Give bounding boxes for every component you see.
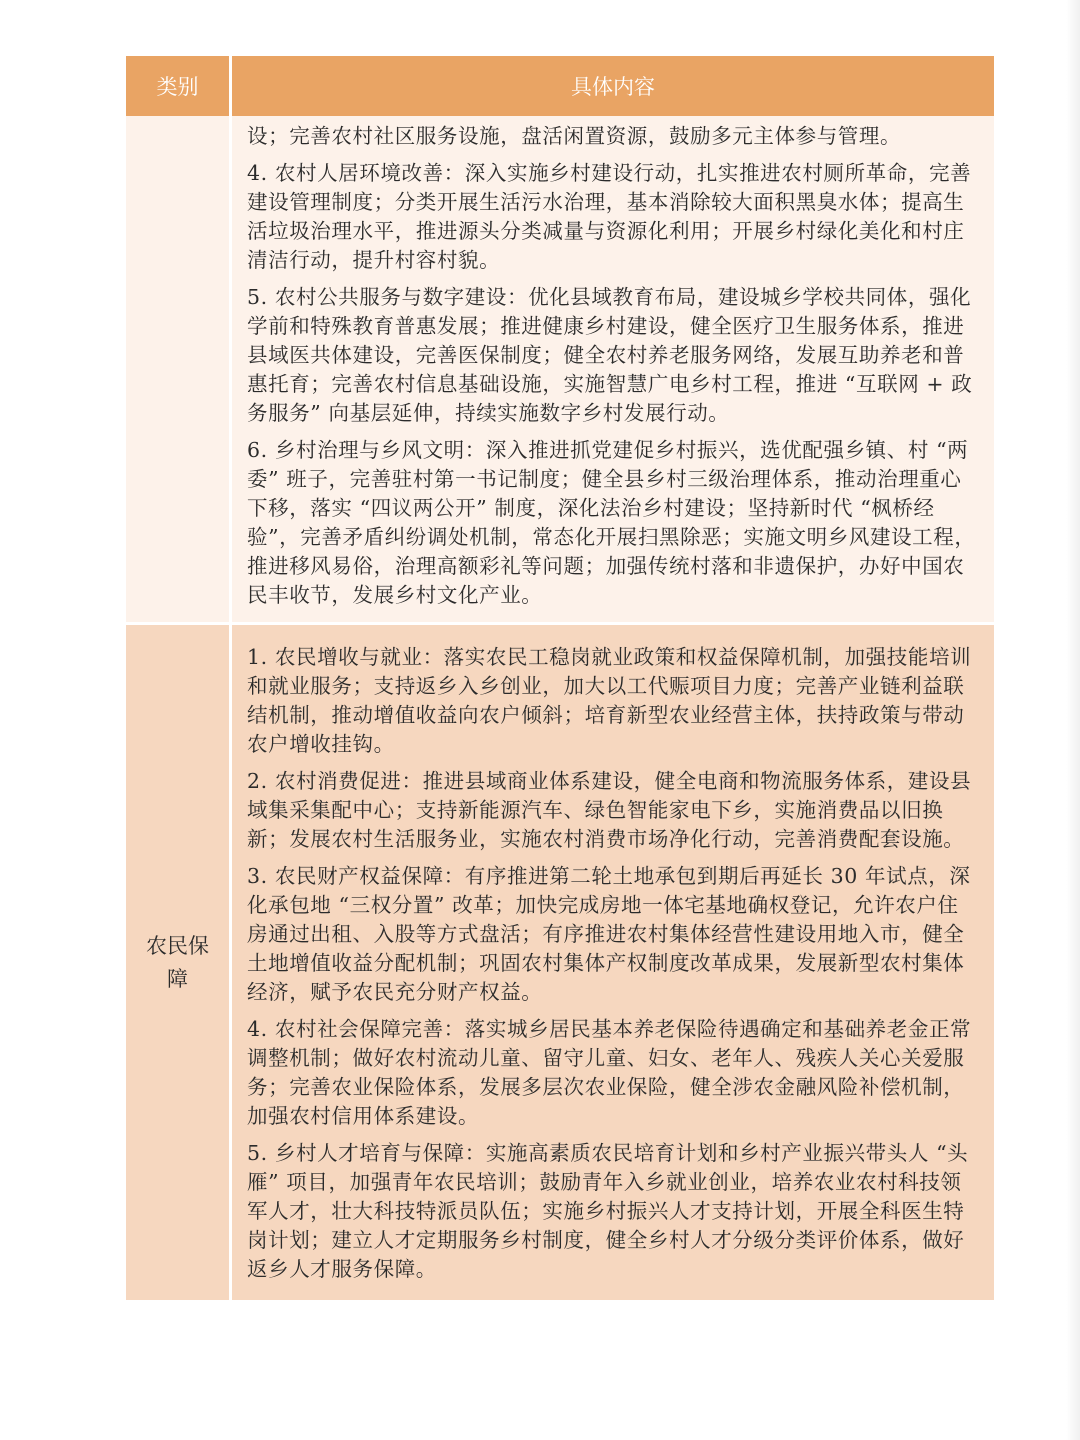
content-paragraph: 设；完善农村社区服务设施，盘活闲置资源，鼓励多元主体参与管理。 xyxy=(247,124,902,148)
table-row xyxy=(126,625,994,1300)
content-paragraph: 3. 农民财产权益保障：有序推进第二轮土地承包到期后再延长 30 年试点，深化承包地 “三权分置” 改革；加快完成房地一体宅基地确权登记，允许农户住房通过出租、入股等方式盘活；有序推进农村集体经营性建设用地入市，健全土地增值收益分配机制；巩固农村集体产权制度改革成果，发展新型农村集体经济，赋予农民充分财产权益。 xyxy=(247,864,971,1004)
content-paragraph: 4. 农村社会保障完善：落实城乡居民基本养老保险待遇确定和基础养老金正常调整机制；做好农村流动儿童、留守儿童、妇女、老年人、残疾人关心关爱服务；完善农业保险体系，发展多层次农业保险，健全涉农金融风险补偿机制，加强农村信用体系建设。 xyxy=(247,1017,972,1128)
row-category xyxy=(126,116,229,622)
content-paragraph: 6. 乡村治理与乡风文明：深入推进抓党建促乡村振兴，选优配强乡镇、村 “两委” 班子，完善驻村第一书记制度；健全县乡村三级治理体系，推动治理重心下移，落实 “四议两公开” 制度，深化法治乡村建设；坚持新时代 “枫桥经验”，完善矛盾纠纷调处机制，常态化开展扫黑除恶；实施文明乡风建设工程，推进移风易俗，治理高额彩礼等问题；加强传统村落和非遗保护，办好中国农民丰收节，发展乡村文化产业。 xyxy=(247,438,976,607)
row-content xyxy=(232,116,994,622)
content-paragraph: 5. 乡村人才培育与保障：实施高素质农民培育计划和乡村产业振兴带头人 “头雁” 项目，加强青年农民培训；鼓励青年入乡就业创业，培养农业农村科技领军人才，壮大科技特派员队伍；实施乡村振兴人才支持计划，开展全科医生特岗计划；建立人才定期服务乡村制度，健全乡村人才分级分类评价体系，做好返乡人才服务保障。 xyxy=(247,1141,969,1281)
header-content: 具体内容 xyxy=(571,75,655,99)
table-row xyxy=(126,116,994,622)
header-category: 类别 xyxy=(156,75,199,99)
content-paragraph: 5. 农村公共服务与数字建设：优化县域教育布局，建设城乡学校共同体，强化学前和特殊教育普惠发展；推进健康乡村建设，健全医疗卫生服务体系，推进县域医共体建设，完善医保制度；健全农村养老服务网络，发展互助养老和普惠托育；完善农村信息基础设施，实施智慧广电乡村工程，推进 “互联网 + 政务服务” 向基层延伸，持续实施数字乡村发展行动。 xyxy=(247,285,973,425)
row-category: 农民保障 xyxy=(146,933,209,991)
content-paragraph: 1. 农民增收与就业：落实农民工稳岗就业政策和权益保障机制，加强技能培训和就业服务；支持返乡入乡创业，加大以工代赈项目力度；完善产业链利益联结机制，推动增值收益向农户倾斜；培育新型农业经营主体，扶持政策与带动农户增收挂钩。 xyxy=(247,645,972,756)
policy-table xyxy=(126,56,994,1300)
content-paragraph: 2. 农村消费促进：推进县域商业体系建设，健全电商和物流服务体系，建设县域集采集配中心；支持新能源汽车、绿色智能家电下乡，实施消费品以旧换新；发展农村生活服务业，实施农村消费市场净化行动，完善消费配套设施。 xyxy=(247,769,972,851)
row-content xyxy=(232,625,994,1300)
table-header xyxy=(126,56,994,116)
page-edge-shadow xyxy=(1066,0,1080,1440)
content-paragraph: 4. 农村人居环境改善：深入实施乡村建设行动，扎实推进农村厕所革命，完善建设管理制度；分类开展生活污水治理，基本消除较大面积黑臭水体；提高生活垃圾治理水平，推进源头分类减量与资源化利用；开展乡村绿化美化和村庄清洁行动，提升村容村貌。 xyxy=(247,161,972,272)
